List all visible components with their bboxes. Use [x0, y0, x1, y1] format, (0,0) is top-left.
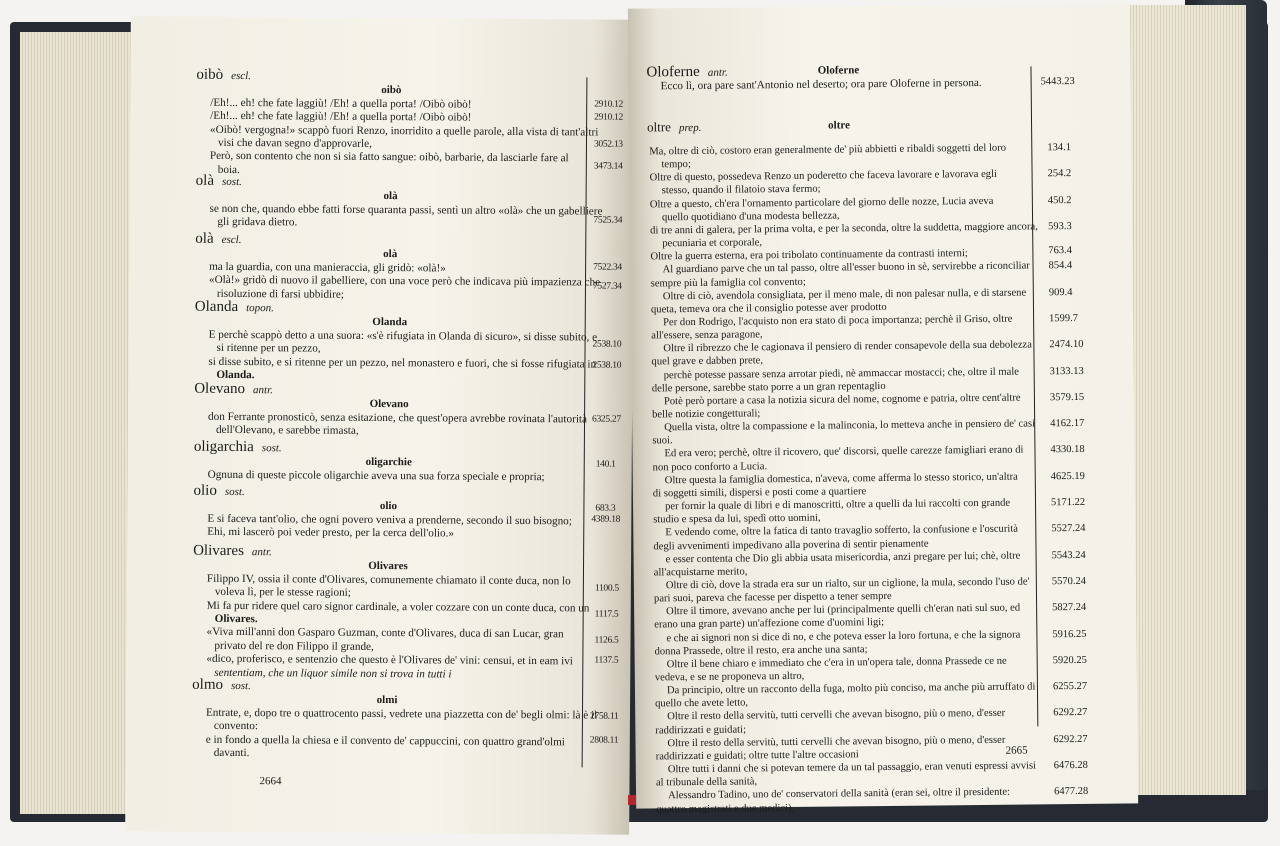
part-of-speech: antr.	[251, 546, 272, 559]
headword: Oloferne	[646, 63, 700, 81]
citation-line: E si faceva tant'olio, che ogni povero veniva a prenderne, secondo il suo bisogno;	[207, 512, 572, 528]
part-of-speech: escl.	[221, 233, 242, 247]
citation-line: Olivares.	[214, 612, 258, 626]
reference-number: 3133.13	[1049, 365, 1084, 377]
citation-line: e esser contenta che Dio gli abbia usata misericordia, anzi pregare per lui; chè, oltre	[665, 550, 1021, 565]
page-edges-right	[1128, 5, 1246, 795]
citation-line: convento:	[213, 720, 259, 733]
citation-line: vedeva, e se ne proponeva un altro,	[654, 670, 805, 684]
form-label: olà	[383, 190, 398, 203]
citation-line: non poco conforto a Lucia.	[652, 460, 768, 474]
reference-number: 2758.11	[589, 711, 619, 722]
form-label: Olevano	[369, 398, 409, 411]
citation-line: don Ferrante pronosticò, senza esitazione, che quest'opera avrebbe rovinata l'autorità	[208, 410, 588, 426]
citation-line: studio e spesa da lui, spedì otto uomini,	[653, 512, 821, 526]
citation-line: Oltre di ciò, avendola consigliata, per il meno male, di non palesar nulla, e di starsene	[662, 287, 1027, 302]
headword: oibò	[196, 66, 224, 83]
citation-line: Oltre questa la famiglia domestica, n'aveva, come afferma lo stesso storico, un'altra	[664, 471, 1018, 487]
citation-line: Filippo IV, ossia il conte d'Olivares, comunemente chiamato il conte duca, non lo	[206, 572, 571, 588]
reference-number: 1126.5	[594, 635, 619, 646]
citation-line: quel grave e dabben prete,	[651, 355, 764, 368]
headword: Olanda	[194, 298, 239, 316]
citation-line: Ecco lì, ora pare sant'Antonio nel deserto; ora pare Oloferne in persona.	[660, 76, 982, 93]
citation-line: ma la guardia, con una manieraccia, gli gridò: «olà!»	[209, 260, 446, 275]
citation-line: se non che, quando ebbe fatti forse quaranta passi, sentì un altro «olà» che un gabelliere	[209, 202, 603, 218]
citation-line: al tribunale della sanità,	[655, 776, 758, 789]
page-number: 2664	[259, 775, 282, 788]
form-label: Olivares	[368, 560, 408, 573]
reference-number: 5920.25	[1052, 654, 1087, 667]
part-of-speech: sost.	[221, 175, 242, 189]
citation-line: all'acquistarne merito,	[653, 566, 748, 579]
reference-number: 5827.24	[1052, 602, 1087, 614]
reference-number: 3473.14	[593, 161, 623, 172]
reference-number: 6325.27	[592, 414, 621, 425]
reference-number: 5171.22	[1050, 496, 1086, 509]
citation-line: tempo;	[661, 159, 691, 171]
form-label: Oloferne	[817, 64, 860, 78]
citation-line: sempre più la famiglia col convento;	[650, 276, 806, 289]
citation-line: davanti.	[213, 746, 250, 760]
right-column-rule	[1030, 66, 1038, 726]
citation-line: suoi.	[652, 435, 673, 447]
headword: olio	[193, 482, 217, 499]
reference-number: 2910.12	[594, 112, 623, 123]
reference-number: 6476.28	[1053, 759, 1088, 772]
citation-line: E perchè scappò detto a una suora: «s'è rifugiata in Olanda di sicuro», si disse subito, e	[208, 328, 598, 344]
reference-number: 5527.24	[1051, 523, 1086, 535]
citation-line: Al guardiano parve che un tal passo, oltre all'esser buono in sè, servirebbe a riconciliar	[662, 260, 1030, 276]
citation-line: Da principio, oltre un racconto della fuga, molto più conciso, ma anche più arruffato di	[666, 681, 1036, 697]
headword: Olevano	[194, 380, 246, 398]
citation-line: quello che avete letto,	[655, 697, 749, 710]
citation-line: Oltre il timore, avevano anche per lui (principalmente quelli ch'eran nati sul suo, ed	[666, 602, 1021, 618]
citation-line: dell'Olevano, e sarebbe rimasta,	[215, 424, 359, 438]
citation-line: Ognuna di queste piccole oligarchie aveva una sua forza speciale e propria;	[207, 468, 545, 483]
citation-line: Ehi, mi lascerò poi veder presto, per la cerca dell'olio.»	[207, 526, 455, 540]
citation-line: Entrate, e, dopo tre o quattrocento passi, vedrete una piazzetta con de' begli olmi: là è il	[205, 706, 598, 722]
part-of-speech: antr.	[253, 384, 273, 397]
part-of-speech: sost.	[230, 679, 251, 693]
form-label: olà	[383, 248, 398, 261]
citation-line: quello quotidiano d'una modesta bellezza,	[661, 210, 840, 224]
right-page	[628, 3, 1138, 815]
page-edges-left	[20, 32, 140, 814]
reference-number: 1100.5	[594, 583, 619, 594]
citation-line: Alessandro Tadino, uno de' conservatori della sanità (eran sei, oltre il presidente:	[668, 787, 1011, 802]
reference-number: 5916.25	[1052, 628, 1087, 640]
reference-number: 6255.27	[1052, 681, 1088, 693]
citation-line: /Eh!... eh! che fate laggiù! /Eh! a quella porta! /Oibò oibò!	[210, 96, 472, 111]
form-label: Olanda	[372, 316, 408, 329]
citation-line: Ma, oltre di ciò, costoro eran generalmente de' più abbietti e ribaldi soggetti del loro	[649, 142, 1007, 158]
citation-line: Mi fa pur ridere quel caro signor cardinale, a voler cozzare con un conte duca, con un	[206, 599, 590, 615]
part-of-speech: sost.	[224, 485, 245, 499]
reference-number: 4162.17	[1050, 418, 1085, 430]
citation-line: Oltre a questo, ch'era l'ornamento particolare del giorno delle nozze, Lucia aveva	[649, 195, 994, 211]
citation-line: di soggetti simili, dispersi e posti come a quartiere	[652, 486, 867, 500]
part-of-speech: topon.	[246, 302, 274, 315]
reference-number: 2910.12	[594, 99, 624, 110]
citation-line: Ed era vero; perchè, oltre il ricovero, que' discorsi, quelle carezze famigliari erano di	[664, 444, 1024, 460]
headword: olà	[195, 172, 215, 189]
reference-number: 254.2	[1047, 168, 1072, 180]
citation-line: Olanda.	[216, 368, 255, 382]
citation-line: degli avvenimenti impedivano alla poverina di sentir pienamente	[653, 538, 929, 552]
citation-line: per fornir la quale di libri e di manoscritti, oltre a quelli da lui raccolti con grande	[664, 497, 1011, 513]
citation-line: Oltre di ciò, dove la strada era sur un rialto, sur un ciglione, la mula, secondo l'uso de'	[665, 576, 1030, 592]
reference-number: 2538.10	[592, 360, 622, 371]
part-of-speech: sost.	[261, 442, 282, 455]
left-page	[125, 16, 635, 834]
citation-line: queta, temeva ora che il consiglio potesse aver prodotto	[650, 301, 887, 316]
entry-ola-escl	[195, 230, 601, 304]
reference-number: 5570.24	[1051, 575, 1087, 588]
citation-line: raddirizzati e guidati;	[655, 724, 747, 736]
citation-line: erano una gran parte) un'affezione come d'uomini ligi;	[654, 617, 885, 631]
reference-number: 7525.34	[593, 215, 623, 226]
citation-line: risoluzione di farsi ubbidire;	[216, 287, 345, 301]
reference-number: 854.4	[1048, 260, 1073, 272]
part-of-speech: antr.	[707, 66, 728, 79]
reference-number: 4330.18	[1050, 444, 1085, 456]
form-label: oibò	[381, 84, 402, 97]
citation-line: e che ai signori non si dice di no, e che poteva esser la loro fortuna, e che la signora	[666, 629, 1021, 644]
reference-number: 2808.11	[589, 735, 619, 746]
citation-line: si ritenne per un pezzo,	[216, 342, 321, 355]
reference-number: 4389.18	[591, 514, 621, 525]
form-label: oligarchie	[365, 456, 412, 469]
citation-line: e in fondo a quella la chiesa e il convento de' cappuccini, con quattro grand'olmi	[205, 733, 565, 748]
citation-line: perchè potesse passare senza arrotar piedi, nè ammaccar mostacci; che, oltre il male	[663, 366, 1020, 381]
citation-line: all'essere, senza paragone,	[651, 329, 763, 342]
entry-oloferne	[646, 62, 1030, 93]
reference-number: 683.3	[595, 503, 616, 514]
headword: oltre	[646, 119, 671, 135]
form-label: olio	[379, 500, 398, 513]
reference-number: 4625.19	[1050, 470, 1085, 482]
entry-olmo	[192, 676, 598, 763]
entry-oibo	[196, 66, 599, 180]
citation-line: Oltre il bene chiaro e immediato che c'era in un'opera tale, donna Prassede ce ne	[666, 655, 1007, 671]
reference-number: 909.4	[1048, 286, 1073, 298]
reference-number: 6292.27	[1053, 733, 1088, 745]
citation-line: voleva lì, per le stesse ragioni;	[214, 586, 351, 600]
headword: Olivares	[193, 542, 245, 560]
citation-line: belle notizie congetturali;	[652, 408, 761, 421]
citation-line: sententiam, che un liquor simile non si trova in tutti i	[214, 666, 452, 681]
entry-olivares	[192, 542, 590, 683]
entry-oltre	[647, 116, 1031, 135]
reference-number: 3579.15	[1049, 391, 1085, 404]
citation-line: E vedendo come, oltre la fatica di tanto travaglio sofferto, la confusione e l'oscurità	[665, 523, 1019, 539]
entry-ola-sost	[195, 172, 603, 232]
reference-number: 593.3	[1048, 220, 1072, 233]
reference-number: 6477.28	[1053, 786, 1089, 798]
citation-line: Oltre il ribrezzo che le cagionava il pensiero di render consapevole della sua debolezza	[663, 339, 1032, 355]
citation-line: /Eh!... eh! che fate laggiù! /Eh! a quella porta! /Oibò oibò!	[210, 110, 472, 124]
bookmark-ribbon	[628, 795, 636, 805]
citation-line: Però, son contento che non si sia fatto sangue: oibò, barbarie, da lasciarle fare al	[209, 150, 569, 165]
citation-line: Quella vista, oltre la compassione e la malinconia, lo metteva anche in pensiero de' casi	[664, 418, 1036, 434]
citation-line: delle persone, sarebbe stato porre a un gran repentaglio	[651, 380, 886, 395]
citation-line: di tre anni di galera, per la prima volta, e per la seconda, oltre la suddetta, maggiore ancora,	[650, 221, 1038, 237]
citation-line: boia.	[217, 163, 240, 176]
reference-number: 763.4	[1048, 245, 1073, 257]
reference-number: 1117.5	[594, 609, 619, 620]
citation-line: Oltre il resto della servitù, tutti cervelli che avevan bisogno, più o meno, d'esser	[667, 708, 1006, 723]
citation-line: Oltre il resto della servitù, tutti cervelli che avevan bisogno, più o meno, d'esser	[667, 734, 1006, 750]
citation-line: raddirizzati e guidati; oltre tutte l'altre occasioni	[655, 749, 859, 763]
headword: oligarchia	[193, 438, 254, 456]
citation-line: «Oibò! vergogna!» scappò fuori Renzo, inorridito a quelle parole, alla vista di tant'altri	[210, 123, 599, 139]
form-label: oltre	[828, 119, 851, 132]
reference-number: 1599.7	[1049, 312, 1079, 325]
form-label: olmi	[376, 694, 398, 707]
citation-line: gli gridava dietro.	[217, 216, 298, 229]
headword: olà	[195, 230, 214, 247]
reference-number: 5443.23	[1040, 75, 1075, 88]
citation-line: Oltre la guerra esterna, era poi tribolato continuamente da contrasti interni;	[650, 248, 968, 263]
entry-oligarchia	[193, 438, 584, 485]
reference-number: 7522.34	[593, 262, 622, 273]
reference-number: 450.2	[1047, 194, 1072, 206]
citation-line: Potè però portare a casa la notizia sicura del nome, cognome e patria, oltre cent'altre	[663, 392, 1021, 408]
citation-line: Oltre di questo, possedeva Renzo un poderetto che faceva lavorare e lavorava egli	[649, 169, 998, 184]
citation-line: Oltre tutti i danni che si potevan temere da un tal passaggio, eran venuti espressi avvisi	[667, 760, 1037, 776]
reference-number: 7527.34	[592, 281, 622, 292]
entry-olio	[193, 482, 583, 542]
reference-number: 2474.10	[1049, 339, 1084, 351]
citation-line: privato del re don Filippo il grande,	[214, 639, 374, 653]
citation-line: si disse subito, e si ritenne per un pezzo, nel monastero e fuori, che si fosse rifugiata in	[208, 355, 597, 371]
reference-number: 134.1	[1047, 142, 1071, 154]
reference-number: 6292.27	[1053, 707, 1088, 719]
part-of-speech: escl.	[231, 69, 252, 83]
citation-line: stesso, quando il filatoio stava fermo;	[661, 184, 821, 197]
citation-line: «Viva mill'anni don Gasparo Guzman, conte d'Olivares, duca di san Lucar, gran	[206, 626, 564, 641]
citation-line: «Olà!» gridò di nuovo il gabelliere, con una voce però che indicava più impazienza che	[208, 274, 601, 289]
reference-number: 3052.13	[593, 139, 623, 150]
page-number: 2665	[1005, 744, 1028, 757]
part-of-speech: prep.	[678, 121, 702, 135]
citation-line: quattro magistrati e due medici),	[656, 802, 795, 815]
citation-line: pecuniaria et corporale,	[662, 237, 763, 250]
citation-line: «dico, proferisco, e sentenzio che questo è l'Olivares de' vini: censui, et in eam ivi	[206, 653, 573, 668]
reference-number: 2538.10	[592, 339, 622, 350]
headword: olmo	[192, 676, 224, 693]
reference-number: 140.1	[595, 459, 616, 470]
reference-number: 1137.5	[594, 655, 619, 666]
reference-number: 5543.24	[1051, 549, 1086, 561]
citation-line: visi che davan segno d'approvarle,	[217, 136, 372, 150]
citation-line: Per don Rodrigo, l'acquisto non era stato di poca importanza; perchè il Griso, oltre	[663, 313, 1013, 329]
citation-line: pari suoi, pareva che facesse per dispetto a tener sempre	[653, 591, 892, 605]
entry-olanda	[194, 298, 598, 385]
citation-line: donna Prassede, oltre il resto, era anche una santa;	[654, 643, 868, 658]
entry-olevano	[194, 380, 588, 440]
